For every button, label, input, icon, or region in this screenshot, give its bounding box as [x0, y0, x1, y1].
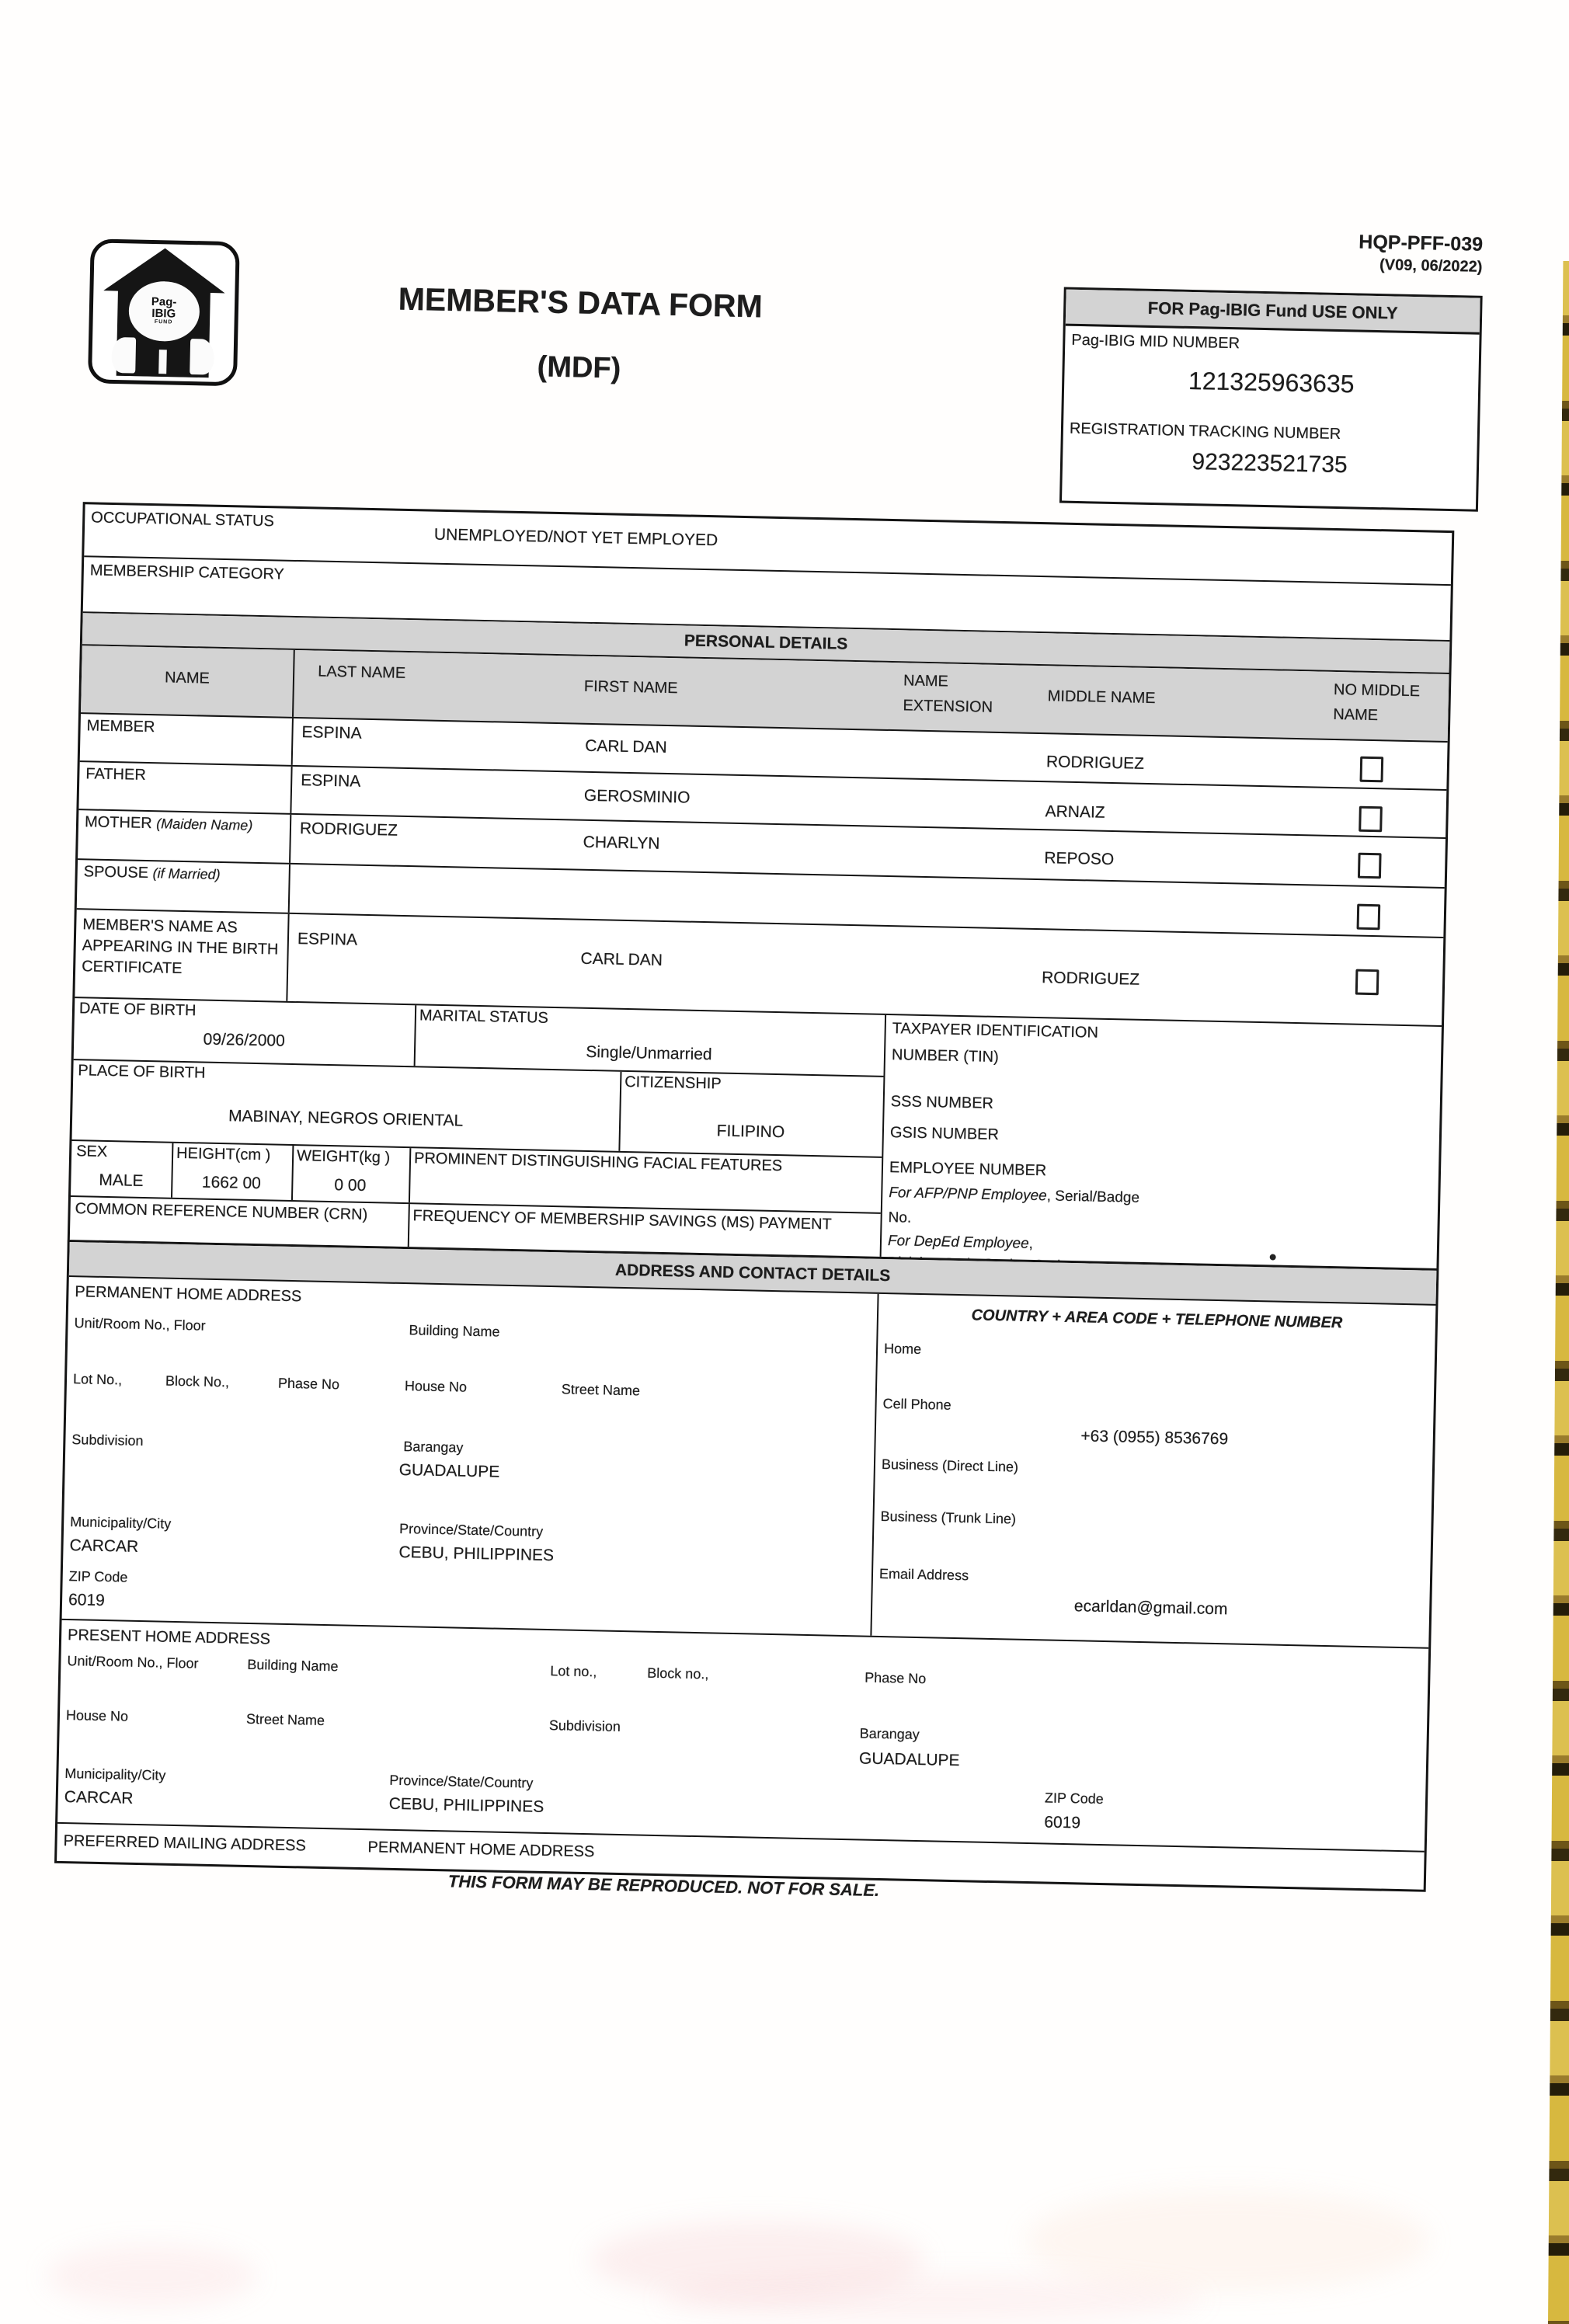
preferred-mailing-value: PERMANENT HOME ADDRESS — [367, 1839, 595, 1861]
mid-number-label: Pag-IBIG MID NUMBER — [1071, 331, 1240, 353]
middle-name-value: REPOSO — [1044, 849, 1115, 869]
middle-name-value: RODRIGUEZ — [1041, 969, 1140, 989]
present-address-title: PRESENT HOME ADDRESS — [67, 1626, 271, 1648]
row-label: MEMBER'S NAME AS APPEARING IN THE BIRTH CERTIFICATE — [81, 916, 279, 977]
occupational-status-value: UNEMPLOYED/NOT YET EMPLOYED — [433, 525, 718, 550]
first-name-value: CHARLYN — [583, 833, 660, 853]
zip-code-label: ZIP Code — [68, 1568, 128, 1585]
preferred-mailing-label: PREFERRED MAILING ADDRESS — [63, 1832, 307, 1855]
sex-value: MALE — [99, 1171, 144, 1190]
house-no-label: House No — [65, 1707, 129, 1724]
form-version: (V09, 06/2022) — [1379, 256, 1483, 276]
office-use-header: FOR Pag-IBIG Fund USE ONLY — [1066, 290, 1480, 335]
building-name-label: Building Name — [247, 1656, 339, 1675]
middle-name-value: RODRIGUEZ — [1045, 753, 1145, 773]
tin-label-2: NUMBER (TIN) — [891, 1046, 999, 1066]
tin-label: TAXPAYER IDENTIFICATION — [892, 1020, 1099, 1042]
frequency-label: FREQUENCY OF MEMBERSHIP SAVINGS (MS) PAYMENT — [412, 1207, 832, 1233]
unit-floor-label: Unit/Room No., Floor — [74, 1315, 206, 1334]
crn-label: COMMON REFERENCE NUMBER (CRN) — [75, 1200, 368, 1224]
logo-hand-left — [112, 337, 137, 373]
column-divider — [289, 815, 291, 863]
barangay-label: Barangay — [403, 1439, 464, 1456]
no-middle-name-checkbox[interactable] — [1360, 757, 1384, 783]
permanent-address-title: PERMANENT HOME ADDRESS — [75, 1283, 302, 1306]
middle-name-value: ARNAIZ — [1045, 802, 1105, 822]
block-no-label: Block no., — [647, 1665, 709, 1682]
business-direct-label: Business (Direct Line) — [881, 1456, 1019, 1475]
no-middle-name-checkbox[interactable] — [1355, 969, 1379, 996]
pagibig-logo-icon — [88, 238, 240, 386]
municipality-value: CARCAR — [69, 1536, 139, 1556]
mid-number-value: 121325963635 — [1188, 366, 1355, 398]
logo-hand-right — [190, 339, 214, 374]
last-name-value: ESPINA — [297, 930, 358, 949]
header-name-extension-2: EXTENSION — [903, 697, 993, 716]
afp-pnp-note: For AFP/PNP Employee, Serial/Badge — [889, 1185, 1140, 1206]
province-label: Province/State/Country — [398, 1520, 544, 1539]
header-name-extension: NAME — [903, 672, 949, 691]
unit-floor-label: Unit/Room No., Floor — [67, 1653, 199, 1672]
pob-value: MABINAY, NEGROS ORIENTAL — [228, 1107, 464, 1130]
row-label: MEMBER — [86, 717, 155, 736]
sex-label: SEX — [75, 1143, 108, 1161]
phase-no-label: Phase No — [865, 1669, 927, 1687]
column-divider — [290, 767, 292, 813]
permanent-address-block — [62, 1277, 1436, 1649]
row-label-note: (if Married) — [152, 865, 221, 882]
street-name-label: Street Name — [245, 1710, 325, 1729]
business-trunk-label: Business (Trunk Line) — [880, 1508, 1017, 1527]
building-name-label: Building Name — [409, 1322, 500, 1340]
weight-value: 0 00 — [334, 1176, 367, 1195]
barangay-value: GUADALUPE — [398, 1460, 500, 1481]
weight-label: WEIGHT(kg ) — [296, 1147, 391, 1167]
cell-phone-label: Cell Phone — [882, 1395, 951, 1413]
last-name-value: ESPINA — [301, 723, 362, 743]
facial-features-label: PROMINENT DISTINGUISHING FACIAL FEATURES — [413, 1150, 783, 1175]
subdivision-label: Subdivision — [548, 1717, 621, 1735]
lot-no-label: Lot No., — [72, 1371, 123, 1388]
logo-stem — [158, 350, 168, 374]
personal-details-title: PERSONAL DETAILS — [684, 631, 848, 653]
id-numbers-column — [881, 1015, 1442, 1278]
municipality-label: Municipality/City — [70, 1514, 172, 1532]
pob-label: PLACE OF BIRTH — [78, 1062, 206, 1082]
contact-column — [871, 1294, 1435, 1647]
home-phone-label: Home — [883, 1341, 922, 1358]
phone-column-header: COUNTRY + AREA CODE + TELEPHONE NUMBER — [971, 1306, 1343, 1332]
barangay-label: Barangay — [859, 1725, 920, 1743]
afp-pnp-note-2: No. — [888, 1209, 912, 1226]
employee-number-label: EMPLOYEE NUMBER — [889, 1159, 1047, 1180]
cell-phone-value: +63 (0955) 8536769 — [1080, 1427, 1229, 1449]
zip-code-value: 6019 — [1044, 1813, 1081, 1832]
office-use-box — [1059, 287, 1483, 512]
header-first-name: FIRST NAME — [583, 677, 678, 698]
row-label: SPOUSE (if Married) — [83, 863, 221, 882]
dob-label: DATE OF BIRTH — [78, 1000, 197, 1020]
email-address-value: ecarldan@gmail.com — [1073, 1597, 1228, 1619]
province-value: CEBU, PHILIPPINES — [398, 1543, 555, 1565]
footer-note: THIS FORM MAY BE REPRODUCED. NOT FOR SALE. — [447, 1871, 880, 1901]
municipality-label: Municipality/City — [64, 1766, 166, 1783]
citizenship-value: FILIPINO — [716, 1122, 785, 1142]
first-name-value: CARL DAN — [580, 949, 663, 969]
citizenship-label: CITIZENSHIP — [624, 1073, 722, 1093]
header-no-middle-name: NO MIDDLE — [1333, 680, 1421, 701]
block-no-label: Block No., — [165, 1372, 230, 1390]
rtn-value: 923223521735 — [1192, 449, 1348, 478]
personal-lower-grid — [70, 998, 1442, 1278]
row-label: FATHER — [85, 765, 147, 784]
barangay-value: GUADALUPE — [858, 1749, 960, 1770]
row-label: MOTHER (Maiden Name) — [84, 813, 253, 833]
rtn-label: REGISTRATION TRACKING NUMBER — [1069, 419, 1341, 444]
membership-category-label: MEMBERSHIP CATEGORY — [89, 562, 285, 583]
header-name: NAME — [164, 669, 210, 687]
first-name-value: GEROSMINIO — [583, 786, 691, 807]
present-address-block — [57, 1620, 1428, 1853]
sss-number-label: SSS NUMBER — [890, 1093, 994, 1112]
email-address-label: Email Address — [878, 1565, 969, 1584]
dob-value: 09/26/2000 — [203, 1030, 286, 1050]
header-no-middle-name-2: NAME — [1333, 705, 1379, 725]
form-code: HQP-PFF-039 — [1359, 231, 1484, 256]
deped-note: For DepEd Employee, — [887, 1233, 1034, 1252]
subdivision-label: Subdivision — [71, 1432, 144, 1449]
logo-text-bottom: IBIG — [151, 307, 176, 321]
phase-no-label: Phase No — [277, 1375, 340, 1393]
page-title: MEMBER'S DATA FORM — [398, 280, 764, 325]
no-middle-name-checkbox[interactable] — [1357, 904, 1381, 931]
row-label-note: (Maiden Name) — [156, 816, 253, 833]
first-name-value: CARL DAN — [585, 736, 667, 757]
no-middle-name-checkbox[interactable] — [1359, 806, 1383, 833]
column-divider — [286, 914, 289, 1001]
column-divider — [409, 1148, 411, 1202]
header-last-name: LAST NAME — [317, 663, 406, 682]
logo-caption: FUND — [154, 319, 173, 325]
logo-text-top: Pag- — [151, 295, 177, 309]
column-divider — [618, 1072, 621, 1151]
ink-dot-artifact — [1270, 1254, 1276, 1260]
page-subtitle: (MDF) — [537, 350, 621, 385]
column-divider — [288, 865, 290, 913]
no-middle-name-checkbox[interactable] — [1358, 853, 1382, 879]
height-value: 1662 00 — [201, 1173, 262, 1193]
height-label: HEIGHT(cm ) — [176, 1144, 271, 1164]
province-label: Province/State/Country — [389, 1772, 534, 1791]
house-no-label: House No — [404, 1378, 468, 1395]
header-middle-name: MIDDLE NAME — [1047, 687, 1156, 708]
gsis-number-label: GSIS NUMBER — [889, 1124, 1000, 1144]
address-details-title: ADDRESS AND CONTACT DETAILS — [614, 1261, 891, 1285]
address-contact-table — [54, 1240, 1439, 1892]
personal-details-table — [68, 502, 1455, 1280]
marital-status-value: Single/Unmarried — [586, 1042, 712, 1064]
zip-code-label: ZIP Code — [1044, 1790, 1104, 1807]
occupational-status-label: OCCUPATIONAL STATUS — [91, 509, 275, 531]
marital-status-label: MARITAL STATUS — [419, 1007, 549, 1027]
last-name-value: RODRIGUEZ — [299, 819, 398, 840]
zip-code-value: 6019 — [68, 1591, 106, 1610]
municipality-value: CARCAR — [64, 1788, 134, 1807]
last-name-value: ESPINA — [301, 771, 361, 791]
street-name-label: Street Name — [561, 1381, 641, 1399]
province-value: CEBU, PHILIPPINES — [388, 1794, 544, 1816]
lot-no-label: Lot no., — [550, 1663, 597, 1680]
column-divider — [291, 718, 294, 765]
